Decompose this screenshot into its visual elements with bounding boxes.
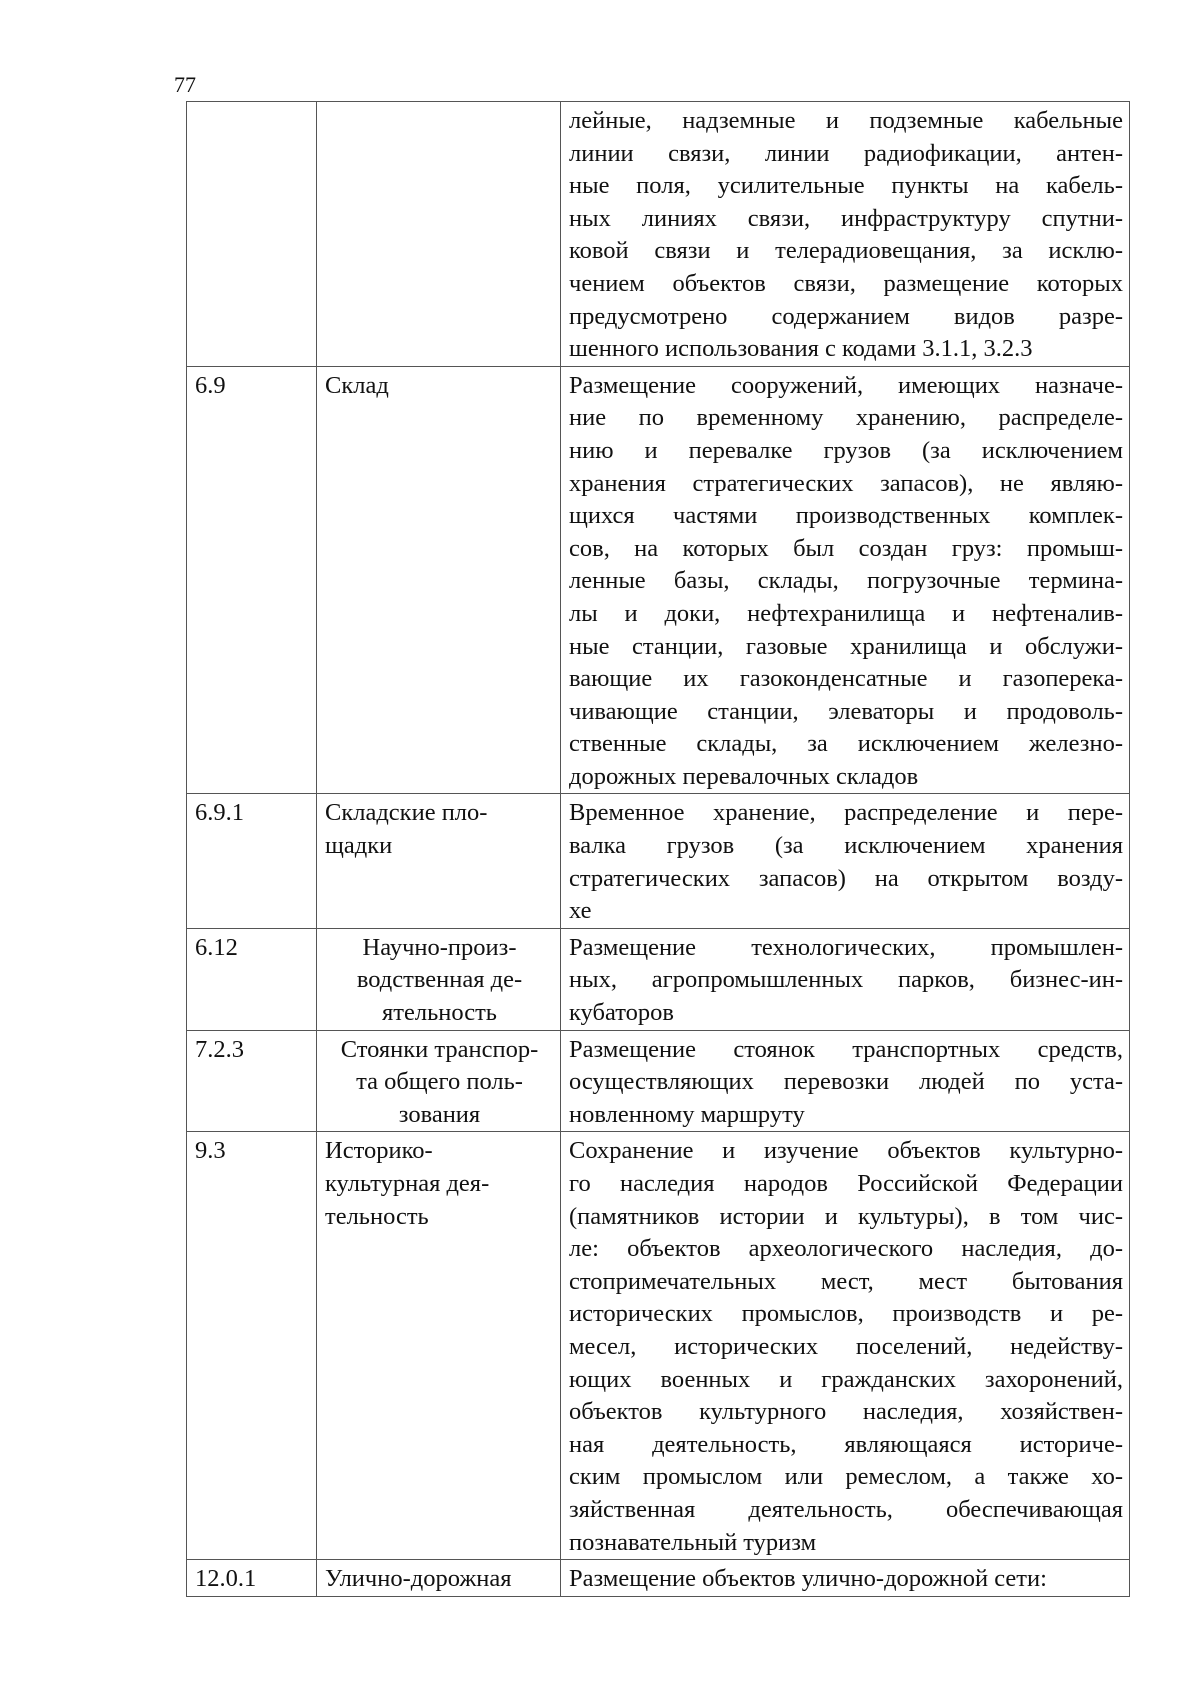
table-row [187,928,1130,1030]
description-line: ных линиях связи, инфраструктуру спутни- [569,204,1123,232]
table-row [187,794,1130,928]
description-line: осуществляющих перевозки людей по уста- [569,1068,1123,1096]
description-line: лейные, надземные и подземные кабельные [569,107,1123,134]
description-line: нию и перевалке грузов (за исключением [569,436,1123,464]
description-line: сов, на которых был создан груз: промыш- [569,534,1123,562]
table-row [187,102,1130,367]
description-cell [561,1030,1130,1132]
name-line: тельность [325,1202,429,1230]
description-line: новленному маршруту [569,1100,805,1128]
name-cell [317,1132,561,1560]
page-number: 77 [174,72,196,97]
name-cell [317,366,561,794]
code-cell: 6.9 [187,366,317,794]
description-line: ние по временному хранению, распределе- [569,404,1123,432]
description-line: хранения стратегических запасов), не являю- [569,469,1123,497]
description-line: Размещение технологических, промышлен- [569,933,1123,961]
description-line: ковой связи и телерадиовещания, за исклю- [569,237,1123,265]
name-cell [317,794,561,928]
description-line: ные поля, усилительные пункты на кабель- [569,172,1123,200]
code-cell [187,102,317,367]
description-cell [561,928,1130,1030]
description-line: ные станции, газовые хранилища и обслужи- [569,632,1123,660]
name-cell [317,1560,561,1597]
name-cell [317,1030,561,1132]
description-cell [561,1560,1130,1597]
table-row [187,1560,1130,1597]
name-line: Научно-произ- [362,933,517,961]
name-line: та общего поль- [356,1068,523,1096]
description-line: Сохранение и изучение объектов культурно- [569,1137,1123,1165]
description-line: предусмотрено содержанием видов разре- [569,302,1123,330]
description-line: щихся частями производственных комплек- [569,502,1123,530]
description-line: чением объектов связи, размещение которых [569,269,1123,297]
description-line: познавательный туризм [569,1528,817,1556]
description-cell [561,366,1130,794]
code-cell: 12.0.1 [187,1560,317,1597]
description-line: валка грузов (за исключением хранения [569,832,1123,860]
code-cell: 6.9.1 [187,794,317,928]
description-line: Размещение стоянок транспортных средств, [569,1035,1123,1063]
name-line: культурная дея- [325,1170,490,1197]
description-line: Временное хранение, распределение и пере- [569,799,1123,827]
description-line: месел, исторических поселений, недейству- [569,1332,1123,1360]
code-cell: 6.12 [187,928,317,1030]
code-cell: 7.2.3 [187,1030,317,1132]
table-row [187,1030,1130,1132]
table-row [187,366,1130,794]
description-line: хе [569,897,592,925]
description-line: стопримечательных мест, мест бытования [569,1267,1123,1295]
description-line: дорожных перевалочных складов [569,762,919,790]
name-line: водственная де- [356,966,523,994]
description-line: лы и доки, нефтехранилища и нефтеналив- [569,599,1123,627]
description-line: чивающие станции, элеваторы и продоволь- [569,697,1123,725]
description-line: ная деятельность, являющаяся историче- [569,1430,1123,1458]
description-line: зяйственная деятельность, обеспечивающая [569,1495,1123,1523]
description-cell [561,794,1130,928]
description-cell [561,102,1130,367]
description-line: Размещение сооружений, имеющих назначе- [569,371,1123,399]
land-use-table [186,101,1130,1597]
description-line: ленные базы, склады, погрузочные термина- [569,567,1123,595]
description-line: вающие их газоконденсатные и газоперека- [569,665,1123,693]
name-line: зования [398,1100,481,1128]
description-line: шенного использования с кодами 3.1.1, 3.2.3 [569,335,1033,363]
description-line: исторических промыслов, производств и ре- [569,1300,1123,1328]
table-body [187,102,1130,1597]
name-line: Историко- [325,1137,433,1165]
name-line: ятельность [382,999,497,1027]
description-line: ющих военных и гражданских захоронений, [569,1365,1123,1393]
name-line: Склад [325,371,389,399]
name-line: Улично-дорожная [325,1565,512,1593]
name-line: Стоянки транспор- [340,1035,539,1063]
name-cell [317,102,561,367]
description-line: кубаторов [569,999,674,1027]
description-line: ле: объектов археологического наследия, до- [569,1235,1123,1263]
name-line: щадки [325,832,393,860]
table-row [187,1132,1130,1560]
description-cell [561,1132,1130,1560]
description-line: Размещение объектов улично-дорожной сети: [569,1565,1047,1593]
description-line: го наследия народов Российской Федерации [569,1170,1123,1197]
name-line: Складские пло- [325,799,488,827]
name-cell [317,928,561,1030]
description-line: ных, агропромышленных парков, бизнес-ин- [569,966,1123,994]
description-line: объектов культурного наследия, хозяйствен- [569,1398,1123,1426]
description-line: линии связи, линии радиофикации, антен- [569,139,1123,167]
description-line: (памятников истории и культуры), в том чис- [569,1202,1123,1230]
description-line: стратегических запасов) на открытом возду- [569,864,1123,892]
code-cell: 9.3 [187,1132,317,1560]
description-line: ским промыслом или ремеслом, а также хо- [569,1463,1123,1491]
description-line: ственные склады, за исключением железно- [569,730,1123,758]
